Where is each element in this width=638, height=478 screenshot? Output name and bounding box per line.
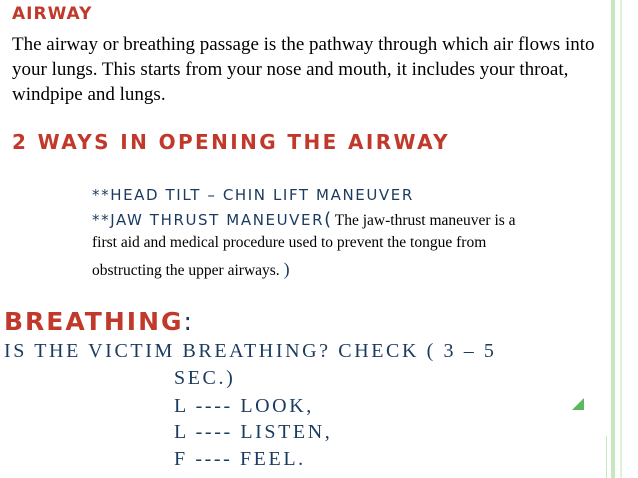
breathing-heading-line [4,307,194,336]
corner-triangle-icon [572,398,584,410]
slide-frame-right [611,0,615,478]
maneuver-jaw-thrust-line [92,209,516,230]
maneuver-head-tilt: **HEAD TILT – CHIN LIFT MANEUVER [92,186,414,204]
step-listen: L ---- LISTEN, [174,421,333,443]
airway-paragraph: The airway or breathing passage is the pathway through which air flows into your lungs. This starts from your nose and mouth, it includes your throat, windpipe and lungs. [12,34,595,105]
breathing-question: IS THE VICTIM BREATHING? CHECK ( 3 – 5 [4,340,497,362]
open-paren: ( [324,209,332,230]
slide-frame-right-inner [606,436,607,478]
airway-heading: AIRWAY [12,4,93,24]
close-paren: ) [283,259,290,279]
jaw-thrust-description-1: The jaw-thrust maneuver is a [331,212,516,229]
step-feel: F ---- FEEL. [174,448,306,470]
breathing-colon: : [183,307,194,336]
step-look: L ---- LOOK, [174,395,314,417]
breathing-question-cont: SEC.) [174,367,236,389]
slide-frame-right-outer [620,0,622,478]
maneuver-jaw-thrust: **JAW THRUST MANEUVER [92,211,325,229]
jaw-thrust-description-2: first aid and medical procedure used to prevent the tongue from [92,234,487,251]
jaw-thrust-description-3: obstructing the upper airways. [92,262,284,279]
jaw-thrust-description-3-line [92,259,290,280]
ways-heading: 2 WAYS IN OPENING THE AIRWAY [12,130,450,154]
breathing-heading: BREATHING [4,307,184,336]
